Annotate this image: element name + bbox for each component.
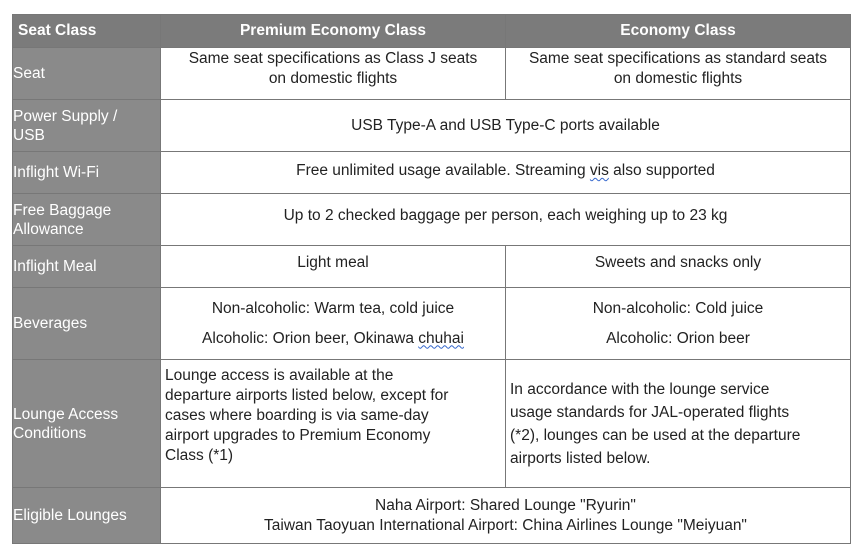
lounge-economy bbox=[506, 360, 851, 488]
label-lounge-access bbox=[13, 360, 161, 488]
beverages-premium-nonalcoholic: Non-alcoholic: Warm tea, cold juice bbox=[211, 299, 455, 317]
beverages-premium bbox=[161, 288, 506, 360]
wifi-text-after: also supported bbox=[608, 162, 715, 179]
lounge-premium-line-2: departure airports listed below, except for bbox=[165, 387, 449, 404]
header-economy: Economy Class bbox=[506, 15, 851, 48]
beverages-economy-nonalcoholic: Non-alcoholic: Cold juice bbox=[592, 299, 764, 317]
baggage-value: Up to 2 checked baggage per person, each weighing up to 23 kg bbox=[161, 194, 851, 246]
seat-economy-line-2: on domestic flights bbox=[613, 70, 743, 87]
label-inflight-wifi: Inflight Wi-Fi bbox=[13, 152, 161, 194]
eligible-lounges-value bbox=[161, 488, 851, 544]
wifi-value bbox=[161, 152, 851, 194]
lounge-premium bbox=[161, 360, 506, 488]
seat-premium-line-2: on domestic flights bbox=[268, 70, 398, 87]
row-eligible-lounges bbox=[13, 488, 851, 544]
label-power-line-2: USB bbox=[13, 126, 45, 144]
header-premium-economy: Premium Economy Class bbox=[161, 15, 506, 48]
seat-economy-line-1: Same seat specifications as standard seats bbox=[528, 50, 828, 67]
lounge-premium-line-4: airport upgrades to Premium Economy bbox=[165, 427, 431, 444]
beverages-spellcheck-word: chuhai bbox=[418, 329, 464, 347]
label-free-baggage bbox=[13, 194, 161, 246]
beverages-economy-alcoholic: Alcoholic: Orion beer bbox=[606, 329, 750, 347]
eligible-lounge-naha: Naha Airport: Shared Lounge "Ryurin" bbox=[375, 496, 636, 514]
row-inflight-meal bbox=[13, 246, 851, 288]
seat-premium bbox=[161, 48, 506, 100]
beverages-premium-alc-text: Alcoholic: Orion beer, Okinawa bbox=[202, 329, 419, 347]
wifi-spellcheck-word: vis bbox=[589, 162, 609, 179]
meal-premium: Light meal bbox=[161, 246, 506, 288]
label-seat: Seat bbox=[13, 48, 161, 100]
label-inflight-meal: Inflight Meal bbox=[13, 246, 161, 288]
meal-economy: Sweets and snacks only bbox=[506, 246, 851, 288]
row-beverages bbox=[13, 288, 851, 360]
row-seat bbox=[13, 48, 851, 100]
lounge-premium-line-3: cases where boarding is via same-day bbox=[165, 407, 429, 424]
label-power-supply bbox=[13, 100, 161, 152]
row-free-baggage bbox=[13, 194, 851, 246]
wifi-text-before: Free unlimited usage available. Streaming bbox=[296, 162, 590, 179]
row-power-supply bbox=[13, 100, 851, 152]
beverages-premium-alcoholic bbox=[161, 324, 505, 354]
seat-economy bbox=[506, 48, 851, 100]
label-eligible-lounges: Eligible Lounges bbox=[13, 488, 161, 544]
label-lounge-line-2: Conditions bbox=[13, 424, 87, 442]
label-baggage-line-1: Free Baggage bbox=[13, 201, 112, 219]
seat-premium-line-1: Same seat specifications as Class J seats bbox=[188, 50, 478, 67]
beverages-economy bbox=[506, 288, 851, 360]
lounge-economy-line-1: In accordance with the lounge service bbox=[510, 381, 770, 398]
lounge-economy-line-4: airports listed below. bbox=[510, 450, 651, 467]
header-row bbox=[13, 15, 851, 48]
eligible-lounge-taoyuan: Taiwan Taoyuan International Airport: China Airlines Lounge "Meiyuan" bbox=[264, 516, 747, 534]
lounge-premium-line-5: Class (*1) bbox=[165, 447, 234, 464]
label-baggage-line-2: Allowance bbox=[13, 220, 84, 238]
label-beverages: Beverages bbox=[13, 288, 161, 360]
label-lounge-line-1: Lounge Access bbox=[13, 405, 119, 423]
row-inflight-wifi bbox=[13, 152, 851, 194]
label-power-line-1: Power Supply / bbox=[13, 107, 118, 125]
lounge-economy-line-3: (*2), lounges can be used at the departure bbox=[510, 427, 801, 444]
row-lounge-access bbox=[13, 360, 851, 488]
power-supply-value: USB Type-A and USB Type-C ports available bbox=[161, 100, 851, 152]
lounge-premium-line-1: Lounge access is available at the bbox=[165, 367, 394, 384]
lounge-economy-line-2: usage standards for JAL-operated flights bbox=[510, 404, 790, 421]
seat-class-comparison-table bbox=[12, 14, 851, 544]
header-seat-class: Seat Class bbox=[13, 15, 161, 48]
